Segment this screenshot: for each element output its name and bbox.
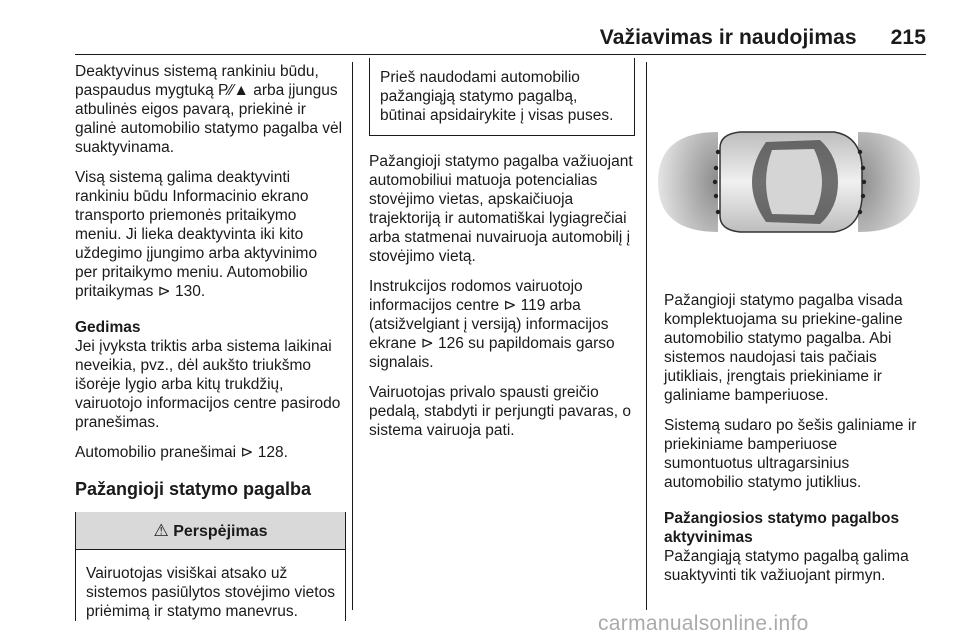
col3-paragraph-1: Pažangioji statymo pagalba visada komplektuojama su priekine-galine automobilio statymo pagalba. Abi sistemos naudojasi tais pačiais jutikliais, įrengtais priekiniame ir galiniame bamperiuose. [664,292,903,404]
watermark: carmanualsonline.info [598,612,809,635]
activation-heading: Pažangiosios statymo pagalbos aktyvinimas [664,510,900,546]
warning-icon: ⚠ [153,521,169,540]
col1-paragraph-4: Automobilio pranešimai ⊳ 128. [75,444,288,461]
parking-sensor-figure [648,70,928,276]
warning-body: Vairuotojas visiškai atsako už sistemos pasiūlytos stovėjimo vietos priėmimą ir statymo manevrus. [86,565,335,620]
header-rule [75,54,926,55]
section-heading: Pažangioji statymo pagalba [75,479,312,499]
col1-paragraph-2: Visą sistemą galima deaktyvinti rankiniu būdu Informacinio ekrano transporto priemonės pritaikymo meniu. Ji lieka deaktyvinta iki kito uždegimo įjungimo arba aktyvinimo per pritaikymo meniu. Automobilio pritaikymas ⊳ 130. [75,169,318,300]
page-header [0,26,926,50]
col2-paragraph-3: Vairuotojas privalo spausti greičio pedalą, stabdyti ir perjungti pavaras, o sistema vairuoja pati. [369,384,631,439]
fault-heading: Gedimas [75,319,141,336]
column-2 [369,62,635,451]
column-divider-2 [646,62,647,610]
col1-paragraph-1: Deaktyvinus sistemą rankiniu būdu, paspaudus mygtuką P⁄⁄▲ arba įjungus atbulinės eigos pavarą, priekinė ir galinė automobilio statymo pagalba vėl suaktyvinama. [75,63,343,156]
col3-paragraph-2: Sistemą sudaro po šešis galiniame ir priekiniame bamperiuose sumontuotus ultragarsinius automobilio statymo jutiklius. [664,417,917,491]
car-roof [766,149,822,215]
page-number: 215 [890,26,926,49]
col2-paragraph-2: Instrukcijos rodomos vairuotojo informacijos centre ⊳ 119 arba (atsižvelgiant į versiją) informacijos ekrane ⊳ 126 su papildomais garso signalais. [369,278,615,371]
warning-title [76,512,345,550]
column-1 [75,62,343,621]
warning-title-text: Perspėjimas [173,523,268,540]
col1-paragraph-3: Jei įvyksta triktis arba sistema laikinai neveikia, pvz., dėl aukšto triukšmo išorėje lygio arba kitų trukdžių, vairuotojo informacijos centre pasirodo pranešimas. [75,338,341,431]
column-3 [664,291,930,596]
col3-paragraph-3: Pažangiąją statymo pagalbą galima suaktyvinti tik važiuojant pirmyn. [664,548,909,584]
note-box: Prieš naudodami automobilio pažangiąją statymo pagalbą, būtinai apsidairykite į visas puses. [369,58,635,136]
warning-box [75,512,346,621]
car-top-view-illustration [648,70,928,276]
header-title: Važiavimas ir naudojimas [599,26,857,49]
col2-paragraph-1: Pažangioji statymo pagalba važiuojant automobiliui matuoja potencialias stovėjimo vietas, apskaičiuoja trajektoriją ir automatiškai lygiagrečiai arba statmenai nuvairuoja automobilį į stovėjimo vietą. [369,153,633,265]
column-divider-1 [352,62,353,610]
